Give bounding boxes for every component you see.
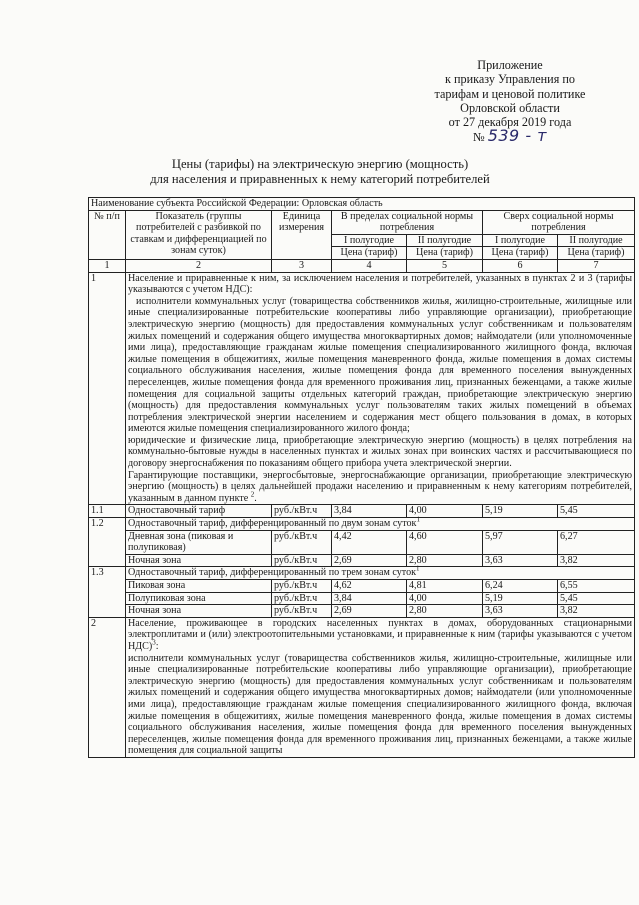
appendix-line: от 27 декабря 2019 года: [448, 115, 572, 130]
row-group-label: Одноставочный тариф, дифференцированный по трем зонам суток$^1$: [126, 567, 635, 580]
appendix-line: Орловской области: [460, 100, 560, 115]
order-number: [405, 126, 615, 146]
row-unit: руб./кВт.ч: [272, 592, 332, 605]
column-index: 2: [126, 259, 272, 272]
price-cell: 2,80: [407, 554, 483, 567]
price-cell: 5,45: [558, 505, 635, 518]
header-price: Цена (тариф): [407, 247, 483, 260]
price-cell: 3,63: [483, 605, 558, 618]
price-cell: 5,97: [483, 530, 558, 554]
table-row: [89, 530, 635, 554]
row-label: Ночная зона: [126, 554, 272, 567]
section1-paragraph: юридические и физические лица, приобретающие электрическую энергию (мощность) в целях потребления на коммунально-бытовые нужды в населенных пунктах и жилых зонах при воинских частях и рассчитывающиеся по договору энергоснабжения по показаниям общего прибора учета электрической энергии.: [128, 434, 633, 470]
row-label: Пиковая зона: [126, 580, 272, 593]
price-cell: 2,80: [407, 605, 483, 618]
header-half1: I полугодие: [332, 234, 407, 247]
row-label: Полупиковая зона: [126, 592, 272, 605]
row-number: 1: [89, 272, 126, 505]
header-price: Цена (тариф): [483, 247, 558, 260]
section1-paragraph: исполнители коммунальных услуг (товарищества собственников жилья, жилищно-строительные, жилищные или иные специализированные потребительские кооперативы либо управляющие организации), приобретающие электрическую энергию (мощность) для предоставления коммунальных услуг собственникам и пользователям жилых помещений и содержания общего имущества многоквартирных домов; наймодатели (или уполномоченные ими лица), предоставляющие гражданам жилые помещения специализированного жилищного фонда, включая жилые помещения в общежитиях, жилые помещения маневренного фонда, жилые помещения в домах системы социального обслуживания населения, жилые помещения фонда для временного поселения вынужденных переселенцев, жилые помещения фонда для временного проживания лиц, признанных беженцами, а также жилые помещения для социальной защиты отдельных категорий граждан, приобретающие электрическую энергию (мощность) для предоставления коммунальных услуг пользователям таких жилых помещений в объемах потребления электрической энергии населением и содержания мест общего пользования в домах, в которых имеются жилые помещения специализированного жилого фонда;: [128, 295, 633, 435]
row-group-label: Одноставочный тариф, дифференцированный по двум зонам суток$^1$: [126, 518, 635, 531]
header-price: Цена (тариф): [558, 247, 635, 260]
handwritten-order-number: 539 - т: [487, 126, 547, 146]
column-index: 1: [89, 259, 126, 272]
price-cell: 3,63: [483, 554, 558, 567]
document-title: [80, 157, 560, 187]
row-unit: руб./кВт.ч: [272, 605, 332, 618]
row-number: 1.1: [89, 505, 126, 518]
header-indicator: Показатель (группы потребителей с разбивкой по ставкам и дифференциацией по зонам суток): [126, 210, 272, 259]
row-label: Ночная зона: [126, 605, 272, 618]
price-cell: 2,69: [332, 554, 407, 567]
section2-paragraph: исполнители коммунальных услуг (товарищества собственников жилья, жилищно-строительные, жилищные или иные специализированные потребительские кооперативы либо управляющие организации), приобретающие электрическую энергию (мощность) для предоставления коммунальных услуг собственникам и пользователям жилых помещений и содержания общего имущества многоквартирных домов; наймодатели (или уполномоченные ими лица), предоставляющие гражданам жилые помещения специализированного жилищного фонда, включая жилые помещения в общежитиях, жилые помещения маневренного фонда, жилые помещения в домах системы социального обслуживания населения, жилые помещения фонда для временного поселения вынужденных переселенцев, жилые помещения фонда для временного проживания лиц, признанных беженцами, а также жилые помещения для социальной защиты: [128, 652, 633, 757]
section2-description: [126, 617, 635, 757]
tariff-table: [88, 197, 635, 758]
table-row: [89, 505, 635, 518]
row-unit: руб./кВт.ч: [272, 580, 332, 593]
price-cell: 5,19: [483, 592, 558, 605]
header-price: Цена (тариф): [332, 247, 407, 260]
price-cell: 4,60: [407, 530, 483, 554]
section2-title: Население, проживающее в городских населенных пунктах в домах, оборудованных стационарными электроплитами и (или) электроотопительными установками, и приравненные к ним (тарифы указываются с учетом НДС)$^3$:: [128, 617, 633, 652]
row-unit: руб./кВт.ч: [272, 530, 332, 554]
price-cell: 5,19: [483, 505, 558, 518]
price-cell: 5,45: [558, 592, 635, 605]
column-index: 3: [272, 259, 332, 272]
row-unit: руб./кВт.ч: [272, 554, 332, 567]
appendix-line: к приказу Управления по: [445, 72, 575, 87]
row-number: 2: [89, 617, 126, 757]
column-index: 7: [558, 259, 635, 272]
header-unit: Единица измерения: [272, 210, 332, 259]
table-row: [89, 554, 635, 567]
header-half2: II полугодие: [558, 234, 635, 247]
section1-paragraph: Гарантирующие поставщики, энергосбытовые, энергоснабжающие организации, приобретающие электрическую энергию (мощность) в целях дальнейшей продажи населению и приравненным к нему категориям потребителей, указанным в данном пункте $^2$.: [128, 469, 633, 504]
subject-name: Наименование субъекта Российской Федерации: Орловская область: [89, 198, 635, 211]
appendix-header: [405, 58, 615, 145]
price-cell: 2,69: [332, 605, 407, 618]
table-row: [89, 580, 635, 593]
price-cell: 4,00: [407, 592, 483, 605]
title-line: Цены (тарифы) на электрическую энергию (мощность): [171, 157, 469, 171]
column-index: 5: [407, 259, 483, 272]
price-cell: 6,55: [558, 580, 635, 593]
price-cell: 3,82: [558, 605, 635, 618]
appendix-line: тарифам и ценовой политике: [434, 86, 586, 101]
price-cell: 6,27: [558, 530, 635, 554]
price-cell: 3,84: [332, 505, 407, 518]
price-cell: 3,84: [332, 592, 407, 605]
table-row: [89, 605, 635, 618]
price-cell: 6,24: [483, 580, 558, 593]
title-line: для населения и приравненных к нему категорий потребителей: [150, 172, 490, 186]
row-label: Дневная зона (пиковая и полупиковая): [126, 530, 272, 554]
price-cell: 4,00: [407, 505, 483, 518]
row-label: Одноставочный тариф: [126, 505, 272, 518]
price-cell: 4,81: [407, 580, 483, 593]
appendix-line: Приложение: [477, 58, 543, 72]
row-unit: руб./кВт.ч: [272, 505, 332, 518]
header-num: № п/п: [89, 210, 126, 259]
section1-description: [126, 272, 635, 505]
header-above-norm: Сверх социальной нормы потребления: [483, 210, 635, 234]
header-within-norm: В пределах социальной нормы потребления: [332, 210, 483, 234]
column-index: 6: [483, 259, 558, 272]
table-row: [89, 592, 635, 605]
header-half1: I полугодие: [483, 234, 558, 247]
price-cell: 4,42: [332, 530, 407, 554]
row-number: 1.2: [89, 518, 126, 567]
section1-title: Население и приравненные к ним, за исключением населения и потребителей, указанных в пунктах 2 и 3 (тарифы указываются с учетом НДС):: [128, 272, 633, 296]
price-cell: 3,82: [558, 554, 635, 567]
column-index: 4: [332, 259, 407, 272]
number-sign: №: [473, 130, 485, 145]
header-half2: II полугодие: [407, 234, 483, 247]
row-number: 1.3: [89, 567, 126, 617]
price-cell: 4,62: [332, 580, 407, 593]
